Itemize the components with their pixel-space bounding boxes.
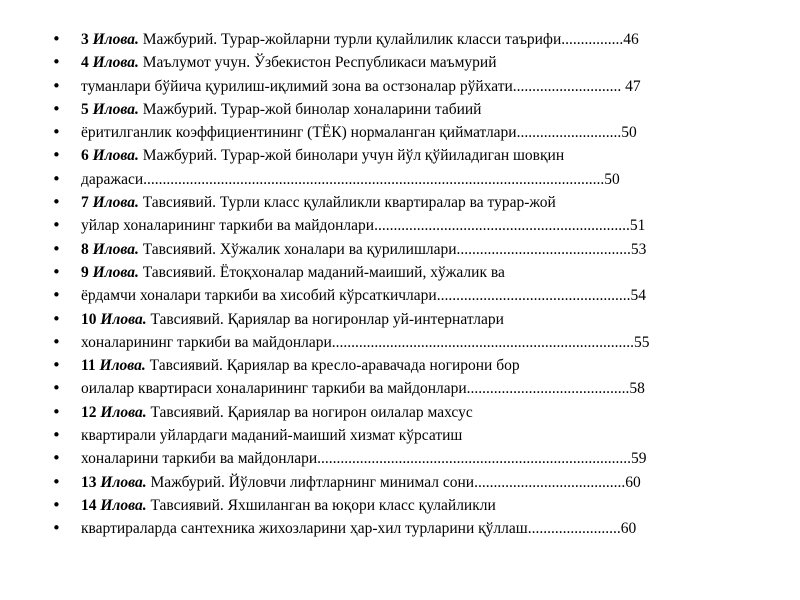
appendix-number: 7 [81,194,89,212]
toc-line [52,238,752,261]
toc-line [52,494,752,517]
toc-line [52,98,752,121]
appendix-number: 5 [81,100,89,118]
appendix-number: 13 [81,473,97,491]
table-of-contents [52,28,752,541]
toc-line [52,471,752,494]
toc-line-content [81,354,520,377]
toc-line [52,401,752,424]
toc-line [52,377,752,400]
toc-line [52,517,752,540]
bullet-icon: • [52,402,61,421]
appendix-label [81,474,147,491]
appendix-word: Илова. [100,473,147,491]
appendix-word: Илова. [92,31,139,48]
bullet-icon: • [52,286,61,305]
bullet-icon: • [52,216,61,235]
toc-line [52,284,752,307]
appendix-number: 10 [81,310,97,328]
appendix-label [81,264,139,281]
bullet-icon: • [52,169,61,188]
appendix-label [81,194,139,211]
appendix-number: 6 [81,147,89,165]
bullet-icon: • [52,426,61,445]
appendix-word: Илова. [92,194,139,212]
bullet-icon: • [52,239,61,258]
appendix-word: Илова. [100,310,147,328]
toc-entry-text: Мажбурий. Йўловчи лифтларнинг минимал сони.......................................60 [146,473,641,491]
appendix-label [81,404,147,421]
bullet-icon: • [52,99,61,118]
bullet-icon: • [52,332,61,351]
appendix-label [81,31,139,48]
toc-entry-text: Тавсиявий. Қариялар ва ногиронлар уй-интернатлари [146,310,504,328]
appendix-label [81,147,139,164]
bullet-icon: • [52,519,61,538]
toc-entry-text: Тавсиявий. Хўжалик хоналари ва қурилишлари.............................................53 [138,240,647,258]
toc-entry-text: Мажбурий. Турар-жой бинолари учун йўл қўйиладиган шовқин [138,147,565,165]
toc-line [52,424,752,447]
bullet-icon: • [52,449,61,468]
toc-entry-text: Тавсиявий. Турли класс қулайликли квартиралар ва турар-жой [138,194,556,212]
bullet-icon: • [52,53,61,72]
toc-line-content [81,331,650,354]
appendix-word: Илова. [92,100,139,118]
toc-line-content [81,284,646,307]
bullet-icon: • [52,30,61,48]
toc-entry-text: Тавсиявий. Ётоқхоналар маданий-маиший, хўжалик ва [138,263,505,281]
appendix-word: Илова. [92,240,139,258]
toc-entry-text: ёритилганлик коэффициентининг (ТЁК) нормаланган қийматлари...........................50 [81,124,637,142]
toc-entry-text: Мажбурий. Турар-жойларни турли қулайлилик класси таърифи................46 [138,31,639,48]
bullet-icon: • [52,472,61,491]
bullet-icon: • [52,309,61,328]
toc-line [52,75,752,98]
appendix-number: 4 [81,54,89,72]
toc-line-content [81,191,556,214]
toc-entry-text: уйлар хоналарининг таркиби ва майдонлари..................................................................51 [81,217,646,235]
bullet-icon: • [52,76,61,95]
appendix-label [81,497,147,514]
bullet-icon: • [52,193,61,212]
appendix-word: Илова. [92,147,139,165]
toc-line [52,121,752,144]
appendix-label [81,101,139,118]
toc-line-content [81,308,504,331]
appendix-number: 3 [81,31,89,48]
appendix-number: 11 [81,357,96,375]
appendix-label [81,357,146,374]
toc-entry-text: хоналарини таркиби ва майдонлари.................................................................................59 [81,450,647,468]
appendix-word: Илова. [100,496,147,514]
toc-entry-text: Мажбурий. Турар-жой бинолар хоналарини табиий [138,100,482,118]
toc-entry-text: Тавсиявий. Қариялар ва кресло-аравачада ногирони бор [145,357,520,375]
toc-line-content [81,471,641,494]
appendix-number: 8 [81,240,89,258]
toc-line-content [81,28,639,51]
appendix-word: Илова. [100,403,147,421]
bullet-icon: • [52,379,61,398]
toc-line-content [81,214,645,237]
toc-line-content [81,144,564,167]
bullet-icon: • [52,146,61,165]
bullet-icon: • [52,123,61,142]
toc-line-content [81,261,505,284]
toc-entry-text: Тавсиявий. Яхшиланган ва юқори класс қулайликли [146,496,496,514]
toc-line-content [81,51,497,74]
appendix-word: Илова. [92,263,139,281]
toc-entry-text: оилалар квартираси хоналарининг таркиби ва майдонлари..........................................58 [81,380,645,398]
appendix-word: Илова. [92,54,139,72]
toc-line-content [81,377,645,400]
toc-line [52,354,752,377]
toc-entry-text: квартираларда сантехника жихозларини ҳар-хил турларини қўллаш........................60 [81,520,637,538]
bullet-icon: • [52,495,61,514]
toc-entry-text: хоналарининг таркиби ва майдонлари..............................................................................55 [81,333,650,351]
toc-line-content [81,98,481,121]
toc-line-content [81,75,641,98]
appendix-label [81,54,139,71]
appendix-label [81,311,147,328]
toc-line-content [81,447,647,470]
toc-line [52,168,752,191]
toc-line [52,191,752,214]
toc-line [52,261,752,284]
toc-line [52,447,752,470]
toc-entry-text: квартирали уйлардаги маданий-маиший хизмат кўрсатиш [81,427,463,445]
toc-line-content [81,494,496,517]
toc-line [52,51,752,74]
toc-line-content [81,424,462,447]
toc-line-content [81,168,620,191]
bullet-icon: • [52,356,61,375]
toc-line-content [81,517,636,540]
toc-line-content [81,401,473,424]
toc-line [52,28,752,51]
bullet-icon: • [52,262,61,281]
toc-line [52,331,752,354]
toc-line [52,214,752,237]
toc-entry-text: Тавсиявий. Қариялар ва ногирон оилалар махсус [146,403,473,421]
appendix-number: 9 [81,263,89,281]
toc-entry-text: туманлари бўйича қурилиш-иқлимий зона ва остзоналар рўйхати............................ 47 [81,77,641,95]
toc-line-content [81,121,637,144]
appendix-number: 12 [81,403,97,421]
toc-entry-text: даражаси.......................................................................................................................50 [81,170,620,188]
toc-line [52,308,752,331]
toc-entry-text: ёрдамчи хоналари таркиби ва хисобий кўрсаткичлари..................................................54 [81,287,646,305]
toc-entry-text: Маълумот учун. Ўзбекистон Республикаси маъмурий [138,54,497,72]
appendix-word: Илова. [99,357,146,375]
toc-line [52,144,752,167]
appendix-label [81,241,139,258]
toc-line-content [81,238,646,261]
appendix-number: 14 [81,496,97,514]
